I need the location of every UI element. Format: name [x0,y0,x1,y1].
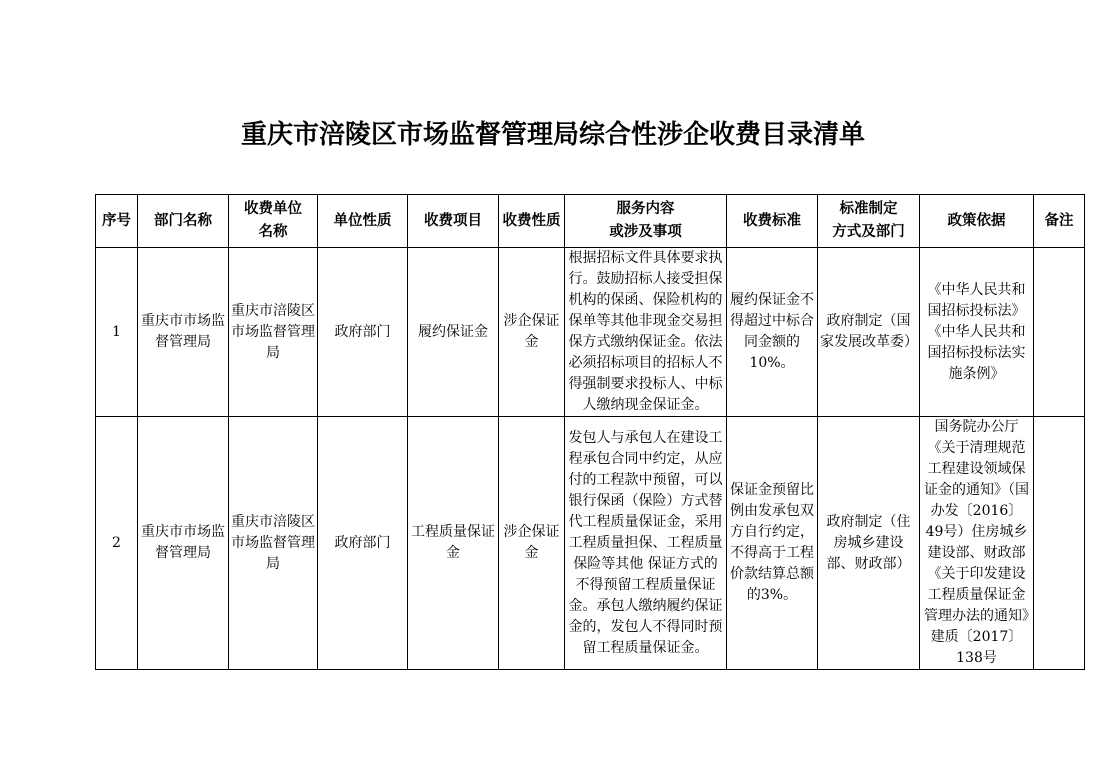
header-unit [229,195,318,248]
cell-method: 政府制定（国家发展改革委） [818,248,920,417]
header-content [565,195,727,248]
cell-content: 根据招标文件具体要求执行。鼓励招标人接受担保机构的保函、保险机构的保单等其他非现金交易担保方式缴纳保证金。依法必须招标项目的招标人不得强制要求投标人、中标人缴纳现金保证金。 [565,248,727,417]
header-nature: 单位性质 [318,195,408,248]
header-content-line2: 或涉及事项 [609,224,682,240]
header-unit-line2: 名称 [258,224,288,240]
cell-item: 履约保证金 [408,248,499,417]
cell-fee-nature: 涉企保证金 [499,248,565,417]
cell-standard: 保证金预留比例由发承包双方自行约定，不得高于工程价款结算总额的3%。 [727,417,818,670]
header-dept: 部门名称 [138,195,229,248]
header-item: 收费项目 [408,195,499,248]
header-standard: 收费标准 [727,195,818,248]
table-row [96,417,1085,670]
cell-standard: 履约保证金不得超过中标合同金额的10%。 [727,248,818,417]
cell-fee-nature: 涉企保证金 [499,417,565,670]
cell-unit: 重庆市涪陵区市场监督管理局 [229,248,318,417]
cell-dept: 重庆市市场监督管理局 [138,417,229,670]
cell-nature: 政府部门 [318,248,408,417]
document-title: 重庆市涪陵区市场监督管理局综合性涉企收费目录清单 [240,120,865,150]
cell-remark [1034,417,1085,670]
cell-dept: 重庆市市场监督管理局 [138,248,229,417]
cell-basis: 《中华人民共和国招标投标法》《中华人民共和国招标投标法实施条例》 [920,248,1034,417]
header-basis: 政策依据 [920,195,1034,248]
cell-nature: 政府部门 [318,417,408,670]
cell-basis: 国务院办公厅《关于清理规范工程建设领域保证金的通知》（国办发〔2016〕49号）住房城乡建设部、财政部《关于印发建设工程质量保证金管理办法的通知》建质〔2017〕138号 [920,417,1034,670]
fee-catalog-table [95,194,1085,670]
cell-content: 发包人与承包人在建设工程承包合同中约定，从应付的工程款中预留，可以银行保函（保险）方式替代工程质量保证金，采用工程质量担保、工程质量保险等其他 保证方式的不得预留工程质量保证金。承包人缴纳履约保证金的，发包人不得同时预留工程质量保证金。 [565,417,727,670]
table-header-row [96,195,1085,248]
header-method-line2: 方式及部门 [832,224,905,240]
cell-unit: 重庆市涪陵区市场监督管理局 [229,417,318,670]
table-row [96,248,1085,417]
header-method-line1: 标准制定 [839,201,898,217]
cell-seq: 1 [96,248,138,417]
cell-remark [1034,248,1085,417]
header-seq: 序号 [96,195,138,248]
header-method [818,195,920,248]
header-unit-line1: 收费单位 [244,201,302,217]
header-fee-nature: 收费性质 [499,195,565,248]
cell-item: 工程质量保证金 [408,417,499,670]
cell-method: 政府制定（住房城乡建设部、财政部） [818,417,920,670]
cell-seq: 2 [96,417,138,670]
header-remark: 备注 [1034,195,1085,248]
header-content-line1: 服务内容 [616,201,675,217]
